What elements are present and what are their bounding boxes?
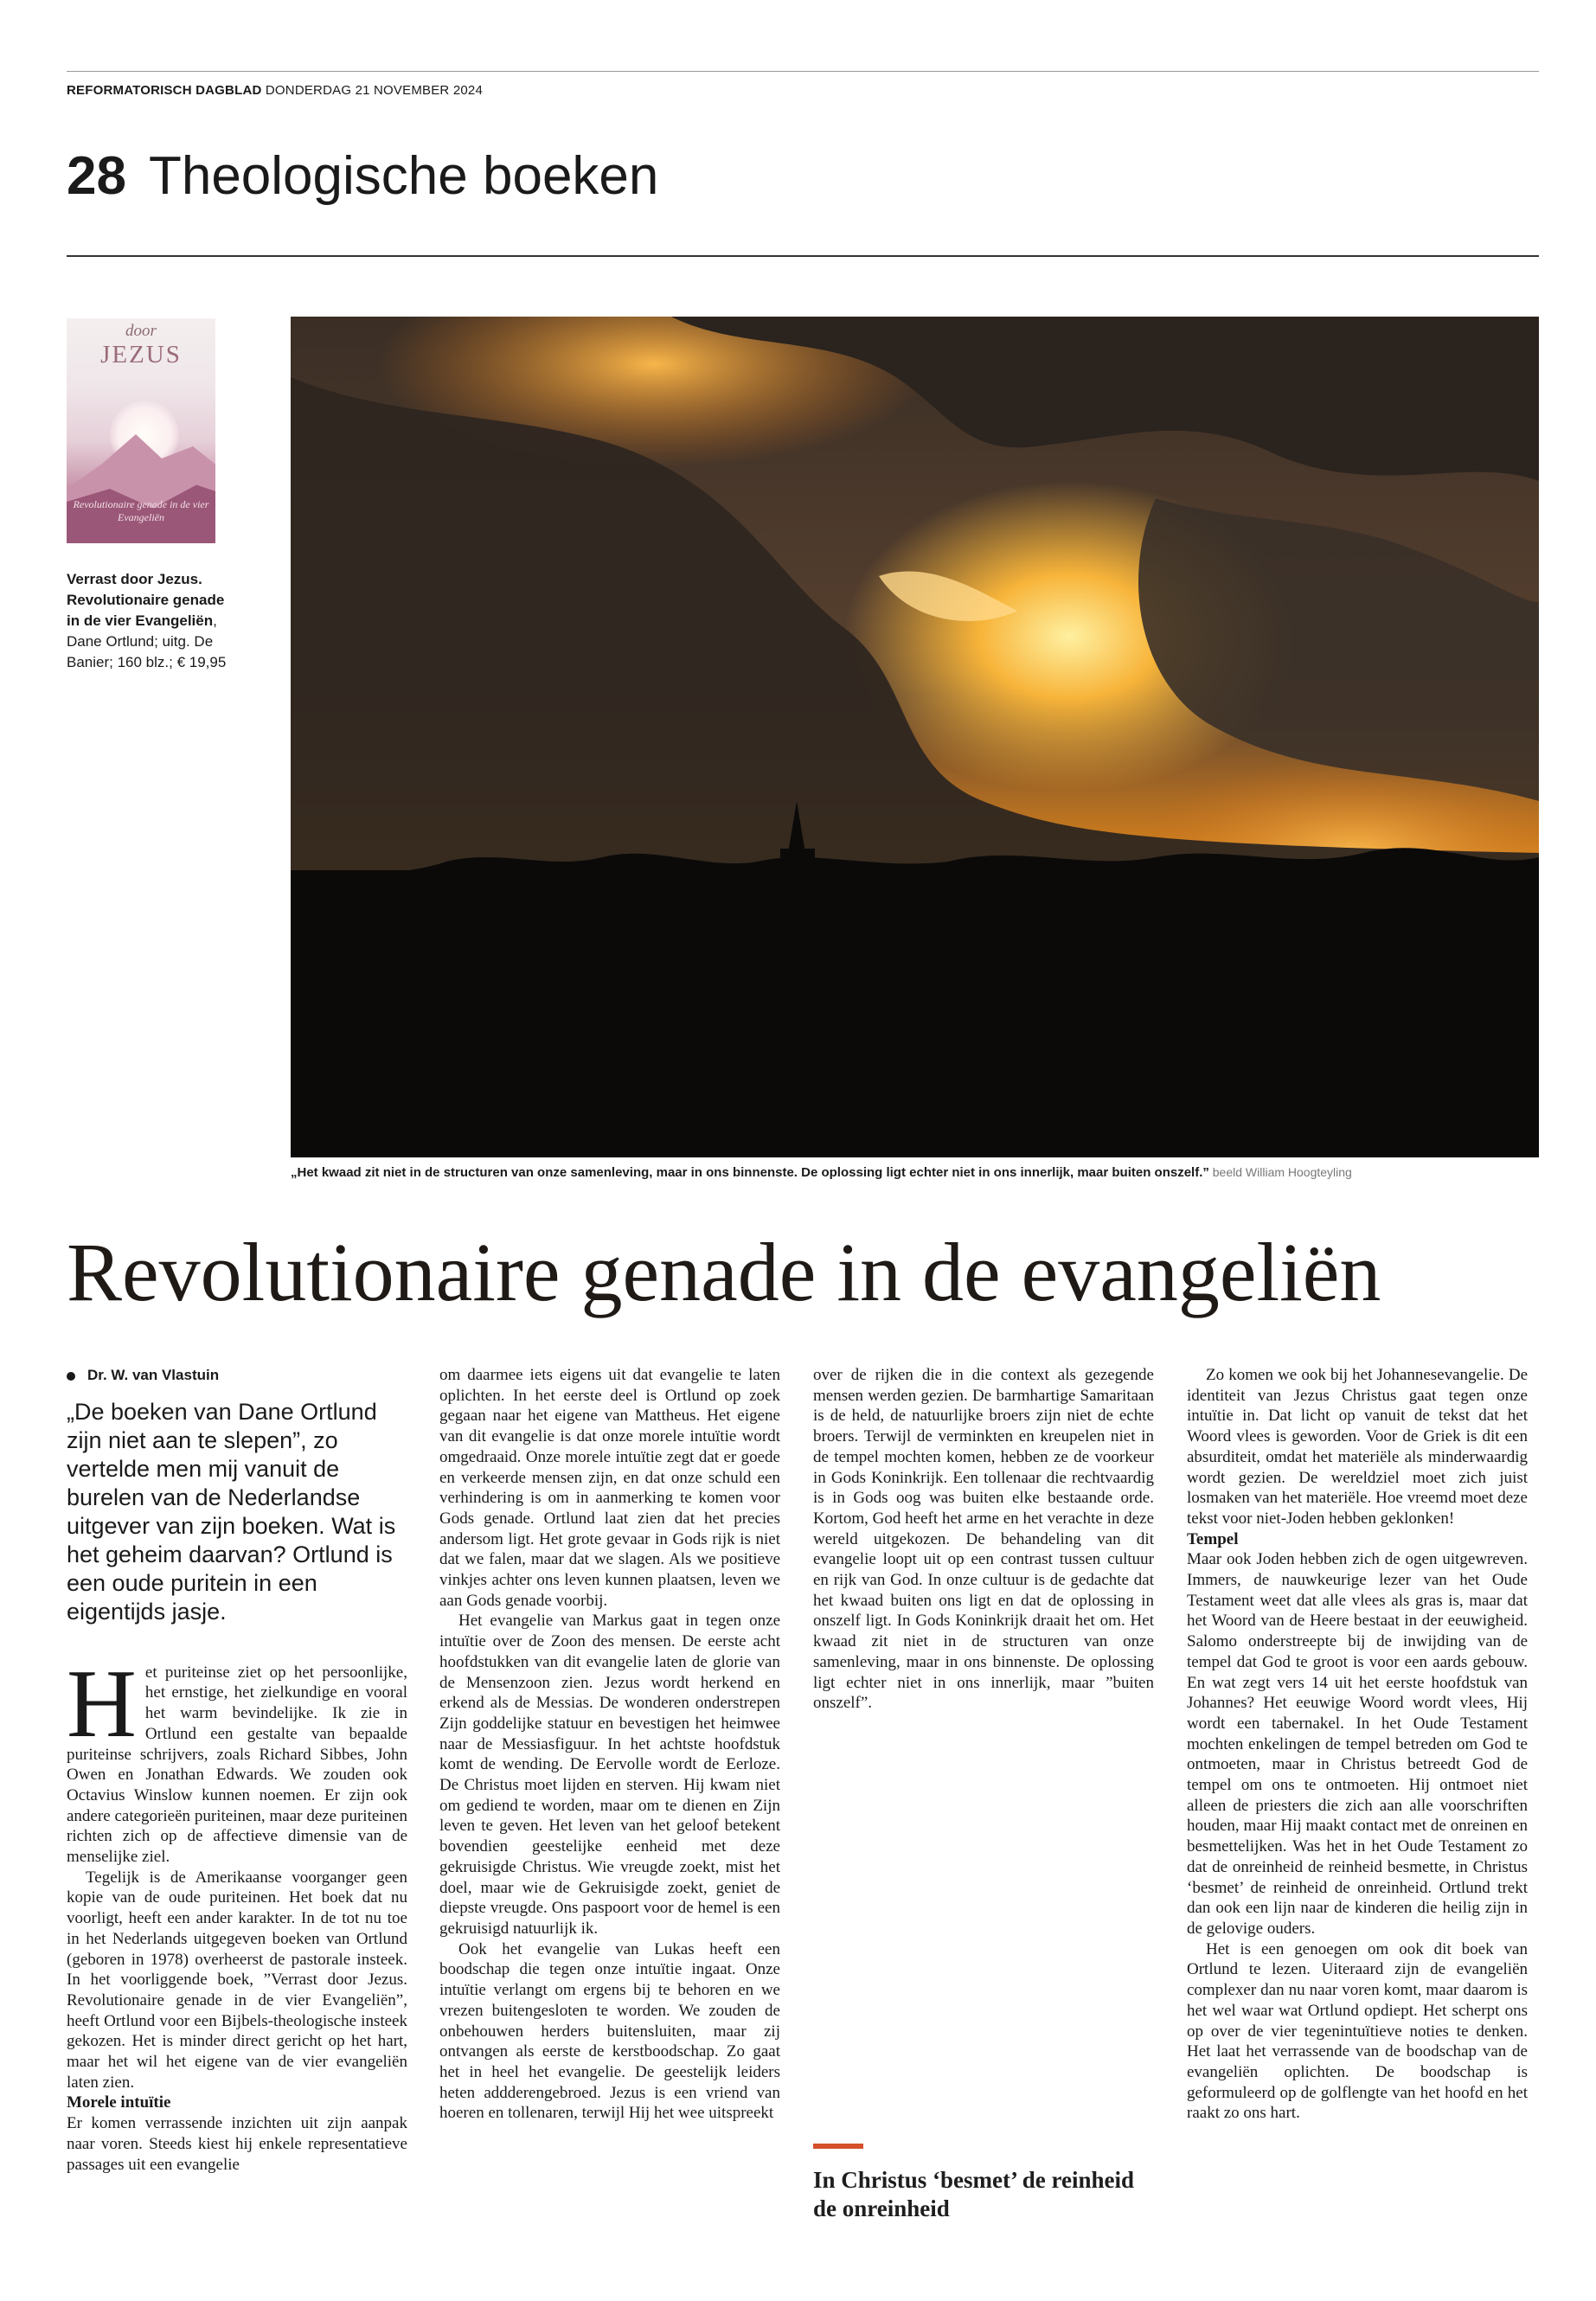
book-info [67, 569, 240, 673]
pull-quote-accent [813, 2144, 863, 2149]
book-details: , Dane Ortlund; uitg. De Banier; 160 blz.; € 19,95 [67, 612, 227, 670]
author-byline [67, 1365, 407, 1386]
paragraph: over de rijken die in die context als gezegende mensen werden gezien. De barmhartige Samaritaan is de held, de natuurlijke broers zijn niet de echte broers. Terwijl de verminkten en kreupelen niet in de tempel mochten komen, hebben ze de voorkeur in Gods Koninkrijk. Een tollenaar die rechtvaardig is in Gods oog was buiten elke bestaande orde. Kortom, God heeft het arme en het verachte in deze wereld uitgekozen. De behandeling van dit evangelie loopt uit op een contrast tussen cultuur en rijk van God. In onze cultuur is de gedachte dat het kwaad buiten ons ligt en dat de oplossing in onszelf ligt. In Gods Koninkrijk draait het om. Het kwaad zit niet in de structuren van onze samenleving, maar in ons binnenste. De oplossing ligt echter niet in ons innerlijk, maar ”buiten onszelf”. [813, 1366, 1154, 1713]
paragraph-text: et puriteinse ziet op het persoonlijke, het ernstige, het zielkundige en vooral het warm bevindelijke. Ik zie in Ortlund een gestalte van bepaalde puriteinse schrijvers, zoals Richard Sibbes, John Owen en Jonathan Edwards. We zouden ook Octavius Winslow kunnen noemen. Er zijn ook andere categorieën puriteinen, maar deze puriteinen richten zich op de affectieve dimensie van de menselijke ziel. [67, 1663, 407, 1867]
paragraph: Tegelijk is de Amerikaanse voorganger geen kopie van de oude puriteinen. Het boek dat nu voorligt, heeft een ander karakter. In de tot nu toe in het Nederlands uitgegeven boeken van Ortlund (geboren in 1978) overheerst de pastorale insteek. In het voorliggende boek, ”Verrast door Jezus. Revolutionaire genade in de vier Evangeliën”, heeft Ortlund voor een Bijbels-theologische insteek gekozen. Het is minder direct gericht op het hart, maar het wil het eigene van de vier evangeliën laten zien. [67, 1868, 407, 2092]
paragraph [67, 1650, 407, 1868]
paragraph: Er komen verrassende inzichten uit zijn aanpak naar voren. Steeds kiest hij enkele representatieve passages uit een evangelie [67, 2114, 407, 2174]
paragraph: Maar ook Joden hebben zich de ogen uitgewreven. Immers, de nauwkeurige lezer van het Oude Testament weet dat alle vlees als gras is, maar dat het Woord van de Heere bestaat in der eeuwigheid. Salomo onderstreepte bij de inwijding van de tempel dat God te groot is voor een aards gebouw. En wat zegt vers 14 uit het eerste hoofdstuk van Johannes? Het eeuwige Woord wordt vlees, Hij wordt een tabernakel. In het Oude Testament mochten enkelingen de tempel betreden om God te ontmoeten, maar in Christus betreedt God de tempel om ons te ontmoeten. Hij ontmoet niet alleen de priesters die zich aan alle voorschriften houden, maar Hij maakt contact met de onreinen en besmettelijken. Was het in het Oude Testament zo dat de onreinheid de reinheid besmette, in Christus ‘besmet’ de reinheid de onreinheid. Ortlund trekt dan ook een lijn naar de kinderen die heilig zijn in de gelovige ouders. [1187, 1550, 1528, 1938]
paragraph: Het evangelie van Markus gaat in tegen onze intuïtie over de Zoon des mensen. De eerste acht hoofdstukken van dit evangelie laten de glorie van de Mensenzoon zien. Jezus wordt herkend en erkend als de Messias. De wonderen onderstrepen Zijn goddelijke statuur en bevestigen het heimwee naar de Messiasfiguur. In het achtste hoofdstuk komt de wending. De Eervolle wordt de Eerloze. De Christus moet lijden en sterven. Hij kwam niet om gediend te worden, maar om te dienen en Zijn leven te geven. Het leven van het geloof betekent bovendien geestelijke eenheid met deze gekruisigde Christus. Wie vreugde zoekt, mist het doel, maar wie de Gekruisigde zoekt, geniet de diepste vreugde. Ons paspoort voor de hemel is een gekruisigd natuurlijk ik. [439, 1612, 780, 1938]
subheading: Tempel [1187, 1529, 1239, 1548]
caption-text: „Het kwaad zit niet in de structuren van onze samenleving, maar in ons binnenste. De oplossing ligt echter niet in ons innerlijk, maar buiten onszelf.” [291, 1165, 1209, 1180]
cover-jezus: JEZUS [100, 341, 182, 369]
sunset-church-photo [291, 317, 1539, 1157]
section-rule [67, 255, 1539, 257]
masthead [67, 83, 483, 98]
bullet-icon [67, 1372, 75, 1381]
column-3 [813, 1365, 1154, 1714]
pull-quote-text: In Christus ‘besmet’ de reinheid de onreinheid [813, 2167, 1135, 2221]
paragraph: Het is een genoegen om ook dit boek van Ortlund te lezen. Uiteraard zijn de evangeliën complexer dan nu naar voren komt, maar daarom is het wel waar wat Ortlund opdiept. Het scherpt ons op over de vier tegenintuïtieve noties te denken. Het laat het verrassende van de boodschap van de evangeliën oplichten. De boodschap is geformuleerd op de golflengte van het hoofd en het raakt zo ons hart. [1187, 1939, 1528, 2123]
section-header [67, 145, 658, 207]
book-cover [67, 318, 215, 543]
pull-quote [813, 2144, 1154, 2223]
cover-subtitle: Revolutionaire genade in de vier Evangeliën [73, 498, 209, 523]
column-4 [1187, 1365, 1528, 2124]
paragraph: Zo komen we ook bij het Johannesevangelie. De identiteit van Jezus Christus gaat tegen onze intuïtie in. Dat licht op vanuit de tekst dat het Woord vlees is geworden. Voor de Griek is dit een absurditeit, omdat het materiële als minderwaardig wordt gezien. De wereldziel moet zich juist losmaken van het materiële. Hoe vreemd moet deze tekst voor niet-Joden hebben geklonken! [1187, 1366, 1528, 1528]
paragraph: Ook het evangelie van Lukas heeft een boodschap die tegen onze intuïtie ingaat. Onze intuïtie verlangt om ergens bij te behoren en we vrezen buitengesloten te worden. We zouden de onbehouwen herders buitensluiten, maar zij ontvangen als eerste de kerstboodschap. Zo gaat het in heel het evangelie. De geestelijk leiders heten addderengebroed. Jezus is een vriend van hoeren en tollenaren, terwijl Hij het wee uitspreekt [439, 1939, 780, 2123]
author-name: Dr. W. van Vlastuin [87, 1367, 220, 1383]
section-title: Theologische boeken [148, 146, 659, 206]
column-2 [439, 1365, 780, 2124]
intro-paragraph: „De boeken van Dane Ortlund zijn niet aan te slepen”, zo vertelde men mij vanuit de burelen van de Nederlandse uitgever van zijn boeken. Wat is het geheim daarvan? Ortlund is een oude puritein in een eigentijds jasje. [67, 1398, 396, 1625]
column-1 [67, 1365, 407, 2175]
paragraph: om daarmee iets eigens uit dat evangelie te laten oplichten. In het eerste deel is Ortlund op zoek gegaan naar het eigene van Mattheus. Het eigene van dit evangelie is dat onze morele intuïtie wordt omgedraaid. Onze morele intuïtie zegt dat er goede en verkeerde mensen zijn, en dat onze schuld een verhindering is om in aanmerking te komen voor Gods genade. Ortlund laat zien dat het precies andersom ligt. Het grote gevaar in Gods rijk is niet dat we falen, maar dat we slagen. Als we positieve vinkjes achter ons leven kunnen plaatsen, leven we aan Gods genade voorbij. [439, 1366, 780, 1610]
photo-caption [291, 1163, 1539, 1183]
cover-door: door [125, 322, 157, 340]
page-number: 28 [67, 146, 126, 206]
masthead-paper: REFORMATORISCH DAGBLAD [67, 83, 262, 98]
drop-cap: H [67, 1650, 137, 1758]
masthead-date: DONDERDAG 21 NOVEMBER 2024 [265, 83, 484, 98]
headline: Revolutionaire genade in de evangeliën [67, 1226, 1381, 1318]
subheading: Morele intuïtie [67, 2093, 171, 2112]
top-rule [67, 71, 1539, 72]
book-title: Verrast door Jezus. Revolutionaire genade in de vier Evangeliën [67, 571, 225, 629]
caption-credit: beeld William Hoogteyling [1208, 1165, 1352, 1179]
